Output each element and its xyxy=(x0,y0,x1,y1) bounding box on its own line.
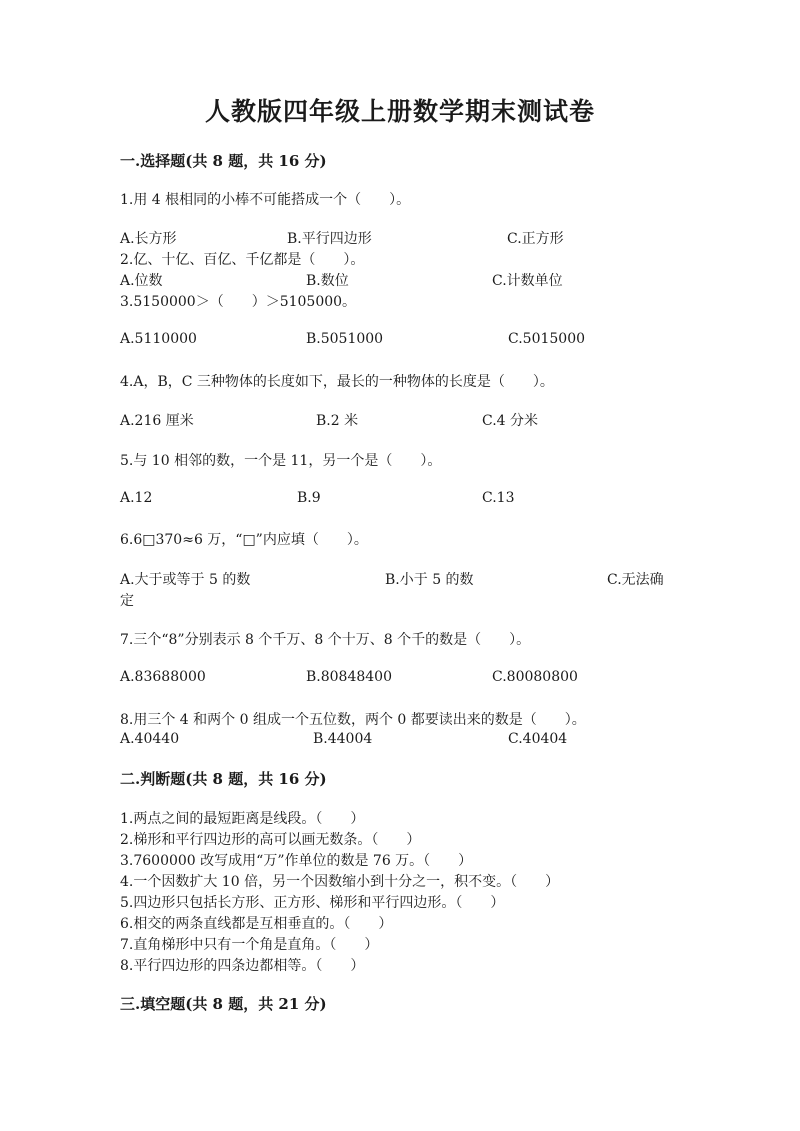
choice-1-option-c: C.正方形 xyxy=(507,231,564,247)
choice-question-5: 5.与 10 相邻的数，一个是 11，另一个是（ ）。 xyxy=(120,453,442,469)
judge-item-6: 6.相交的两条直线都是互相垂直的。（ ） xyxy=(120,916,393,932)
choice-7-option-b: B.80848400 xyxy=(306,669,392,685)
choice-3-option-a: A.5110000 xyxy=(120,331,197,347)
choice-2-option-a: A.位数 xyxy=(120,273,163,289)
choice-4-option-a: A.216 厘米 xyxy=(120,413,194,429)
choice-5-option-c: C.13 xyxy=(482,490,515,506)
choice-8-option-a: A.40440 xyxy=(120,731,180,747)
choice-4-option-b: B.2 米 xyxy=(316,413,359,429)
judge-item-5: 5.四边形只包括长方形、正方形、梯形和平行四边形。（ ） xyxy=(120,895,505,911)
judge-item-4: 4.一个因数扩大 10 倍，另一个因数缩小到十分之一，积不变。（ ） xyxy=(120,874,560,890)
page-title: 人教版四年级上册数学期末测试卷 xyxy=(204,97,595,126)
choice-4-option-c: C.4 分米 xyxy=(482,413,539,429)
section-heading-judge: 二.判断题(共 8 题，共 16 分) xyxy=(120,770,327,788)
judge-item-3: 3.7600000 改写成用“万”作单位的数是 76 万。（ ） xyxy=(120,853,473,869)
choice-1-option-b: B.平行四边形 xyxy=(287,231,372,247)
choice-6-option-c: C.无法确 xyxy=(607,572,664,588)
choice-7-option-a: A.83688000 xyxy=(120,669,206,685)
choice-5-option-b: B.9 xyxy=(297,490,321,506)
choice-1-option-a: A.长方形 xyxy=(120,231,177,247)
choice-3-option-c: C.5015000 xyxy=(508,331,586,347)
choice-2-option-b: B.数位 xyxy=(306,273,349,289)
choice-3-option-b: B.5051000 xyxy=(306,331,384,347)
choice-question-2: 2.亿、十亿、百亿、千亿都是（ ）。 xyxy=(120,252,365,268)
choice-8-option-b: B.44004 xyxy=(313,731,373,747)
section-heading-choice: 一.选择题(共 8 题，共 16 分) xyxy=(120,152,327,170)
choice-6-option-c-continued: 定 xyxy=(120,593,134,609)
judge-item-7: 7.直角梯形中只有一个角是直角。（ ） xyxy=(120,937,379,953)
choice-question-1: 1.用 4 根相同的小棒不可能搭成一个（ ）。 xyxy=(120,192,411,208)
section-heading-fill: 三.填空题(共 8 题，共 21 分) xyxy=(120,995,327,1013)
choice-6-option-a: A.大于或等于 5 的数 xyxy=(120,572,251,588)
choice-question-4: 4.A，B，C 三种物体的长度如下，最长的一种物体的长度是（ ）。 xyxy=(120,374,554,390)
choice-question-6: 6.6□370≈6 万，“□”内应填（ ）。 xyxy=(120,532,368,548)
choice-7-option-c: C.80080800 xyxy=(492,669,578,685)
judge-item-2: 2.梯形和平行四边形的高可以画无数条。（ ） xyxy=(120,832,421,848)
choice-question-3: 3.5150000＞（ ）＞5105000。 xyxy=(120,294,357,310)
choice-question-7: 7.三个“8”分别表示 8 个千万、8 个十万、8 个千的数是（ ）。 xyxy=(120,632,531,648)
choice-6-option-b: B.小于 5 的数 xyxy=(385,572,474,588)
choice-2-option-c: C.计数单位 xyxy=(492,273,563,289)
choice-question-8: 8.用三个 4 和两个 0 组成一个五位数，两个 0 都要读出来的数是（ ）。 xyxy=(120,712,586,728)
choice-8-option-c: C.40404 xyxy=(508,731,568,747)
judge-item-1: 1.两点之间的最短距离是线段。（ ） xyxy=(120,811,365,827)
judge-item-8: 8.平行四边形的四条边都相等。（ ） xyxy=(120,958,365,974)
choice-5-option-a: A.12 xyxy=(120,490,153,506)
